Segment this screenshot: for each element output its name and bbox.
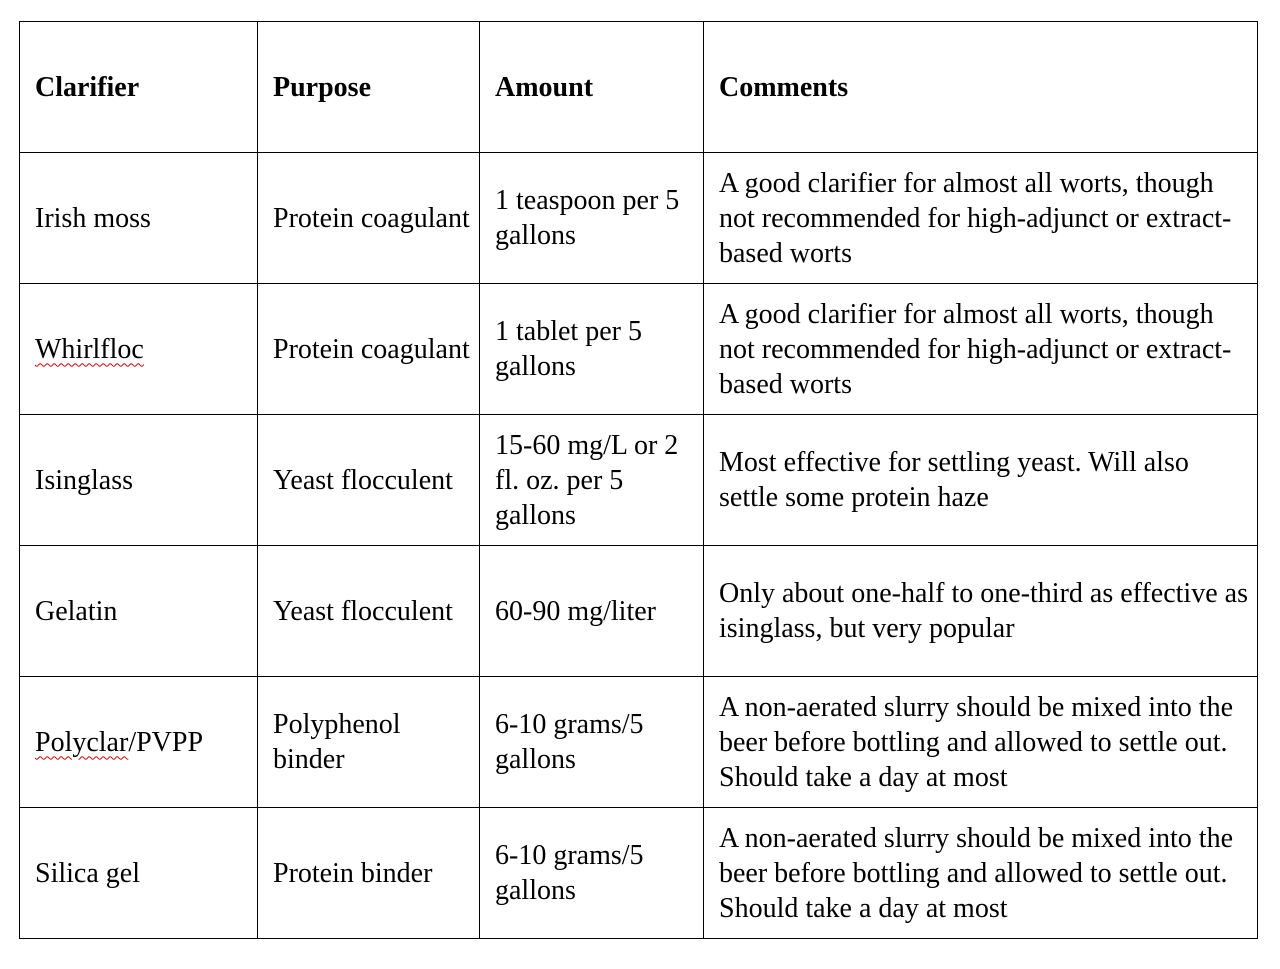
cell-comments: Most effective for settling yeast. Will also settle some protein haze bbox=[704, 415, 1258, 546]
cell-comments: A non-aerated slurry should be mixed into the beer before bottling and allowed to settle out. Should take a day at most bbox=[704, 808, 1258, 939]
cell-clarifier: Isinglass bbox=[20, 415, 258, 546]
cell-clarifier: Gelatin bbox=[20, 546, 258, 677]
header-row bbox=[20, 22, 1258, 153]
table-body bbox=[20, 153, 1258, 939]
cell-clarifier bbox=[20, 284, 258, 415]
clarifier-table bbox=[19, 21, 1258, 939]
cell-comments: A non-aerated slurry should be mixed into the beer before bottling and allowed to settle out. Should take a day at most bbox=[704, 677, 1258, 808]
cell-purpose: Yeast flocculent bbox=[258, 546, 480, 677]
cell-purpose: Protein binder bbox=[258, 808, 480, 939]
cell-amount: 1 tablet per 5 gallons bbox=[480, 284, 704, 415]
spellcheck-underlined-text: Whirlfloc bbox=[35, 333, 144, 365]
cell-amount: 6-10 grams/5 gallons bbox=[480, 808, 704, 939]
cell-purpose: Protein coagulant bbox=[258, 284, 480, 415]
cell-purpose: Yeast flocculent bbox=[258, 415, 480, 546]
table-row bbox=[20, 284, 1258, 415]
header-comments: Comments bbox=[704, 22, 1258, 153]
table-row bbox=[20, 415, 1258, 546]
cell-comments: Only about one-half to one-third as effective as isinglass, but very popular bbox=[704, 546, 1258, 677]
cell-comments: A good clarifier for almost all worts, though not recommended for high-adjunct or extract-based worts bbox=[704, 153, 1258, 284]
cell-amount: 15-60 mg/L or 2 fl. oz. per 5 gallons bbox=[480, 415, 704, 546]
cell-purpose: Polyphenol binder bbox=[258, 677, 480, 808]
cell-amount: 1 teaspoon per 5 gallons bbox=[480, 153, 704, 284]
cell-clarifier: Silica gel bbox=[20, 808, 258, 939]
table-row bbox=[20, 153, 1258, 284]
cell-amount: 6-10 grams/5 gallons bbox=[480, 677, 704, 808]
table-row bbox=[20, 677, 1258, 808]
cell-clarifier: Irish moss bbox=[20, 153, 258, 284]
cell-comments: A good clarifier for almost all worts, though not recommended for high-adjunct or extract-based worts bbox=[704, 284, 1258, 415]
cell-purpose: Protein coagulant bbox=[258, 153, 480, 284]
cell-amount: 60-90 mg/liter bbox=[480, 546, 704, 677]
header-clarifier: Clarifier bbox=[20, 22, 258, 153]
cell-clarifier bbox=[20, 677, 258, 808]
spellcheck-underlined-text: Polyclar bbox=[35, 726, 129, 758]
table-header bbox=[20, 22, 1258, 153]
table-row bbox=[20, 546, 1258, 677]
table-row bbox=[20, 808, 1258, 939]
header-amount: Amount bbox=[480, 22, 704, 153]
header-purpose: Purpose bbox=[258, 22, 480, 153]
clarifier-suffix: /PVPP bbox=[128, 726, 204, 758]
